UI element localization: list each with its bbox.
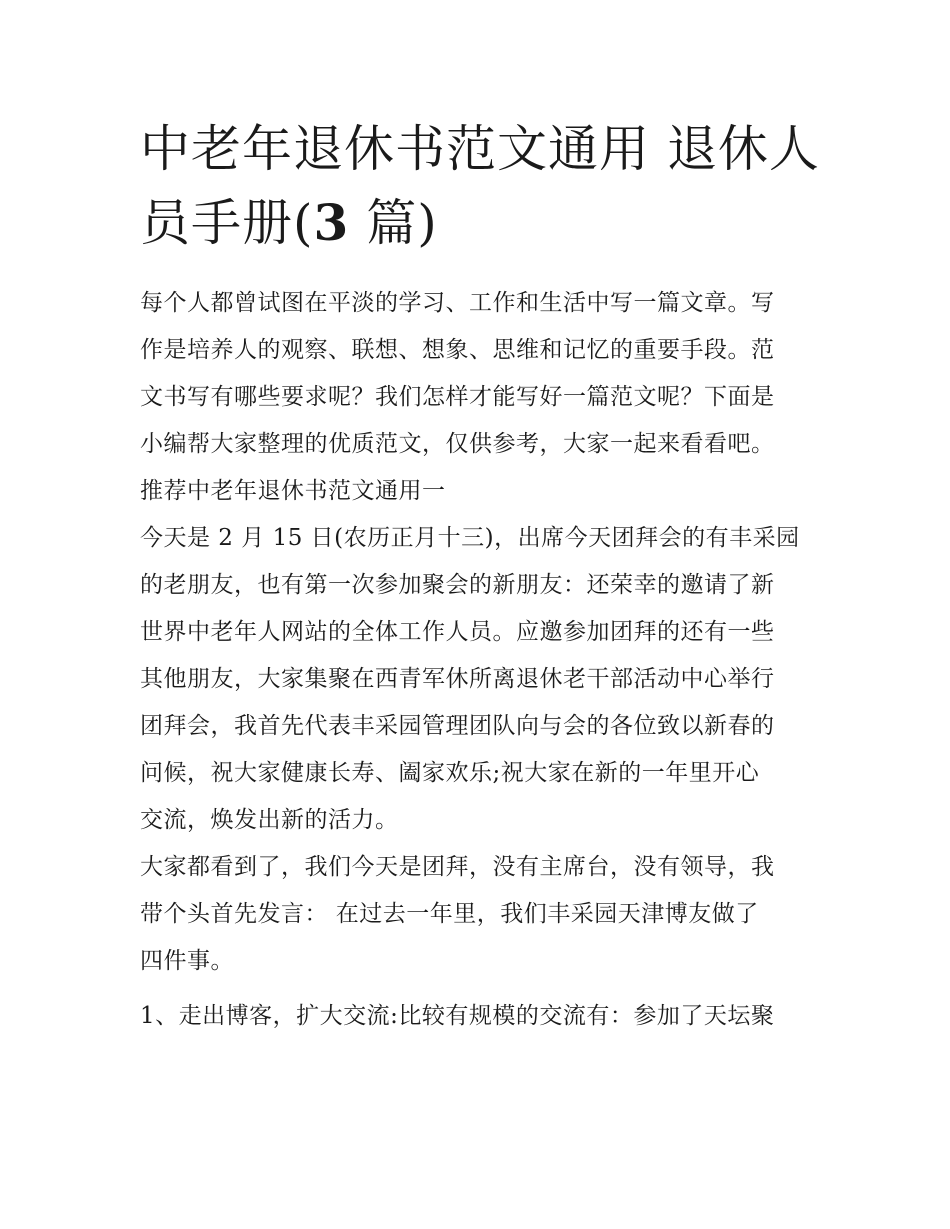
body-line: 团拜会，我首先代表丰采园管理团队向与会的各位致以新春的 bbox=[140, 713, 775, 739]
body-line: 带个头首先发言： 在过去一年里，我们丰采园天津博友做了 bbox=[140, 901, 759, 927]
section-heading: 推荐中老年退休书范文通用一 bbox=[140, 478, 446, 504]
list-item: 1、走出博客，扩大交流:比较有规模的交流有：参加了天坛聚 bbox=[140, 1003, 775, 1029]
title-line-1: 中老年退休书范文通用 退休人 bbox=[140, 120, 820, 178]
body-line: 问候，祝大家健康长寿、阖家欢乐;祝大家在新的一年里开心 bbox=[140, 760, 760, 786]
title-line-2-prefix: 员手册( bbox=[140, 194, 314, 252]
body-line: 今天是 2 月 15 日(农历正月十三)，出席今天团拜会的有丰采园 bbox=[140, 525, 800, 551]
body-line: 世界中老年人网站的全体工作人员。应邀参加团拜的还有一些 bbox=[140, 619, 775, 645]
body-line: 交流，焕发出新的活力。 bbox=[140, 807, 399, 833]
title-article-count: 3 bbox=[313, 193, 350, 252]
body-line: 四件事。 bbox=[140, 948, 234, 974]
body-line: 大家都看到了，我们今天是团拜，没有主席台，没有领导，我 bbox=[140, 854, 775, 880]
document-body bbox=[140, 280, 815, 1040]
body-line: 每个人都曾试图在平淡的学习、工作和生活中写一篇文章。写 bbox=[140, 290, 775, 316]
body-line: 小编帮大家整理的优质范文，仅供参考，大家一起来看看吧。 bbox=[140, 431, 775, 457]
body-line: 的老朋友，也有第一次参加聚会的新朋友：还荣幸的邀请了新 bbox=[140, 572, 775, 598]
body-line: 文书写有哪些要求呢？我们怎样才能写好一篇范文呢？下面是 bbox=[140, 384, 775, 410]
title-line-2-suffix: 篇) bbox=[349, 194, 438, 252]
body-line: 作是培养人的观察、联想、想象、思维和记忆的重要手段。范 bbox=[140, 337, 775, 363]
document-title bbox=[140, 112, 820, 260]
body-line: 其他朋友，大家集聚在西青军休所离退休老干部活动中心举行 bbox=[140, 666, 775, 692]
